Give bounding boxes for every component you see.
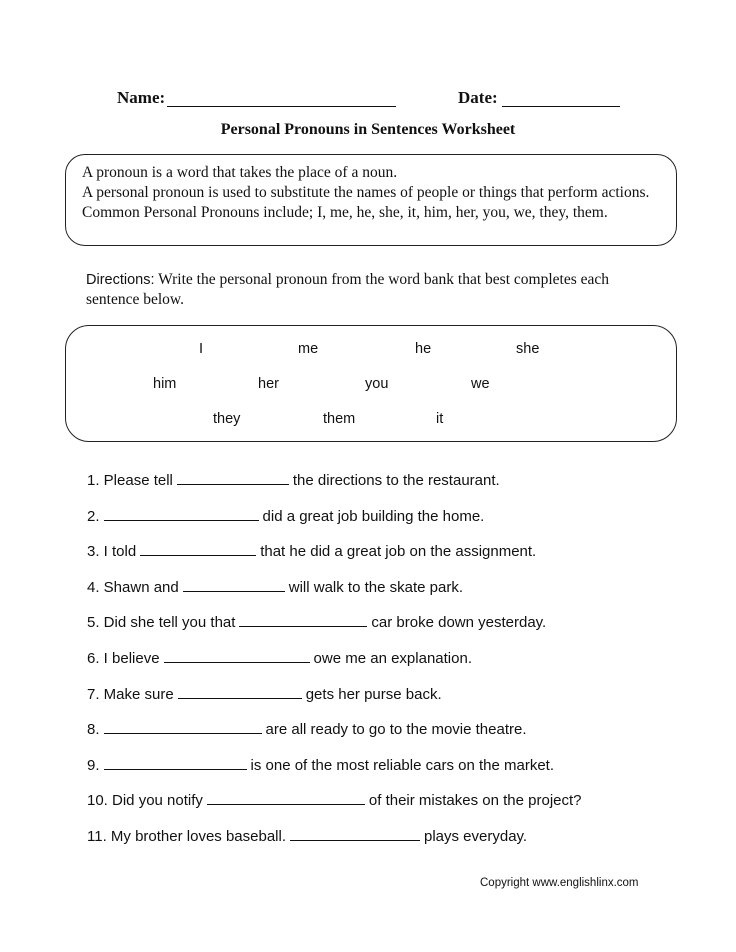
- word-bank-item: you: [365, 376, 389, 392]
- word-bank-item: him: [153, 376, 177, 392]
- question-list: [87, 470, 687, 862]
- question-item: 1. Please tell the directions to the restaurant.: [87, 472, 500, 489]
- answer-blank[interactable]: [207, 790, 365, 805]
- question-item: 9. is one of the most reliable cars on the market.: [87, 756, 554, 774]
- word-bank-item: I: [199, 341, 204, 357]
- word-bank-item: they: [213, 411, 241, 427]
- name-blank-line[interactable]: [167, 106, 396, 107]
- answer-blank[interactable]: [290, 826, 420, 841]
- answer-blank[interactable]: [178, 684, 302, 699]
- answer-blank[interactable]: [104, 506, 259, 521]
- word-bank-item: it: [436, 411, 444, 427]
- worksheet-title: Personal Pronouns in Sentences Worksheet: [220, 121, 516, 138]
- definition-line: A pronoun is a word that takes the place of a noun.: [82, 164, 398, 181]
- question-item: 3. I told that he did a great job on the assignment.: [87, 543, 537, 561]
- question-item: 2. did a great job building the home.: [87, 507, 485, 525]
- word-bank-item: me: [298, 341, 319, 357]
- question-item: 5. Did she tell you that car broke down yesterday.: [87, 614, 547, 632]
- answer-blank[interactable]: [140, 541, 256, 556]
- word-bank: [65, 325, 677, 442]
- word-bank-item: them: [323, 411, 356, 427]
- question-item: 11. My brother loves baseball. plays everyday.: [87, 827, 528, 845]
- copyright-notice: Copyright www.englishlinx.com: [480, 877, 639, 889]
- word-bank-item: she: [516, 341, 540, 357]
- header-row: [0, 86, 736, 112]
- directions-text: Write the personal pronoun from the word bank that best completes each sentence below.: [86, 271, 609, 308]
- answer-blank[interactable]: [177, 470, 289, 485]
- directions-label: Directions:: [86, 272, 155, 288]
- word-bank-item: we: [471, 376, 490, 392]
- question-item: 6. I believe owe me an explanation.: [87, 649, 472, 667]
- word-bank-item: he: [415, 341, 432, 357]
- answer-blank[interactable]: [164, 648, 310, 663]
- question-item: 7. Make sure gets her purse back.: [87, 685, 442, 703]
- definition-line: Common Personal Pronouns include; I, me, he, she, it, him, her, you, we, they, them.: [82, 204, 608, 221]
- name-label: Name:: [117, 88, 166, 107]
- date-label: Date:: [458, 88, 498, 107]
- definition-line: A personal pronoun is used to substitute the names of people or things that perform actions.: [82, 184, 650, 201]
- question-item: 4. Shawn and will walk to the skate park.: [87, 578, 463, 596]
- answer-blank[interactable]: [183, 577, 285, 592]
- directions: [86, 270, 646, 309]
- question-item: 10. Did you notify of their mistakes on the project?: [87, 792, 582, 810]
- answer-blank[interactable]: [104, 755, 247, 770]
- date-blank-line[interactable]: [502, 106, 620, 107]
- word-bank-item: her: [258, 376, 279, 392]
- question-item: 8. are all ready to go to the movie theatre.: [87, 721, 527, 739]
- answer-blank[interactable]: [104, 719, 262, 734]
- definition-box: [65, 154, 677, 246]
- answer-blank[interactable]: [239, 612, 367, 627]
